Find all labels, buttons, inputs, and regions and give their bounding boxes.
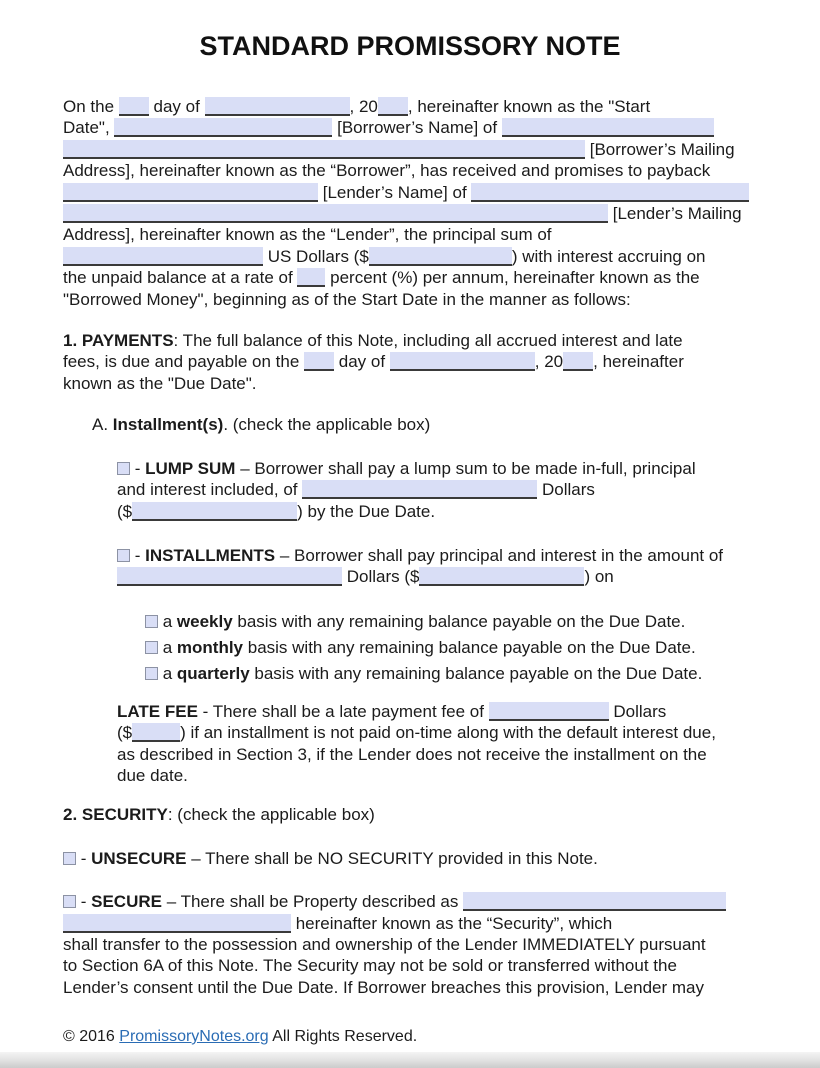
footer — [63, 1028, 417, 1046]
text-run: : The full balance of this Note, including all accrued interest and late — [173, 331, 683, 351]
frequency-options — [63, 609, 763, 687]
text-run: [Lender’s Name] of — [318, 182, 472, 202]
doc-line — [92, 414, 763, 435]
page-title: STANDARD PROMISSORY NOTE — [199, 31, 621, 61]
doc-line — [63, 351, 763, 372]
late-fee-number-field[interactable] — [132, 723, 180, 742]
text-run: [Borrower’s Name] of — [332, 118, 502, 138]
rights-reserved-text: All Rights Reserved. — [268, 1028, 418, 1045]
start-month-field[interactable] — [205, 97, 350, 116]
text-run: Dollars ($ — [342, 567, 420, 587]
interest-rate-field[interactable] — [297, 268, 325, 287]
text-run: Address], hereinafter known as the “Lender”, the principal sum of — [63, 225, 552, 245]
secure-checkbox[interactable] — [63, 895, 76, 908]
doc-line — [63, 891, 763, 912]
doc-line — [117, 765, 763, 786]
text-run-bold: 1. PAYMENTS — [63, 331, 174, 351]
text-run: : (check the applicable box) — [167, 805, 375, 825]
doc-line — [117, 701, 763, 722]
doc-line — [63, 139, 763, 160]
doc-line — [117, 722, 763, 743]
doc-line — [63, 267, 763, 288]
borrower-address-field-2[interactable] — [63, 140, 585, 159]
start-day-field[interactable] — [119, 97, 149, 116]
doc-line — [63, 96, 763, 117]
doc-line — [63, 804, 763, 825]
text-run: a — [158, 611, 177, 631]
text-run: A. — [92, 415, 113, 435]
installments-option — [63, 545, 763, 588]
text-run: - — [76, 892, 92, 912]
text-run-bold: quarterly — [176, 663, 250, 683]
text-run: basis with any remaining balance payable on the Due Date. — [232, 611, 686, 631]
text-run: Date", — [63, 118, 115, 138]
doc-line — [63, 977, 763, 998]
unsecure-option — [63, 848, 763, 869]
doc-line — [63, 246, 763, 267]
text-run: a — [158, 637, 177, 657]
text-run-bold: Installment(s) — [112, 415, 224, 435]
text-run: percent (%) per annum, hereinafter known as the — [325, 268, 700, 288]
text-run: shall transfer to the possession and ownership of the Lender IMMEDIATELY pursuant — [63, 934, 706, 954]
principal-amount-number-field[interactable] — [369, 247, 512, 266]
text-run-bold: SECURE — [91, 892, 162, 912]
doc-line — [145, 661, 763, 687]
text-run: basis with any remaining balance payable on the Due Date. — [243, 637, 696, 657]
lump-sum-number-field[interactable] — [132, 502, 297, 521]
text-run: . (check the applicable box) — [223, 415, 431, 435]
text-run: [Lender’s Mailing — [608, 204, 742, 224]
lender-address-field-2[interactable] — [63, 204, 608, 223]
text-run-bold: LUMP SUM — [145, 458, 236, 478]
text-run: On the — [63, 97, 119, 116]
text-run: – Borrower shall pay a lump sum to be made in-full, principal — [235, 458, 696, 478]
doc-line — [117, 479, 763, 500]
page-bottom-edge — [0, 1052, 820, 1068]
text-run: , hereinafter known as the "Start — [407, 97, 651, 116]
text-run: basis with any remaining balance payable on the Due Date. — [249, 663, 703, 683]
text-run: - — [130, 458, 146, 478]
doc-line — [63, 373, 763, 394]
promissorynotes-link[interactable]: PromissoryNotes.org — [119, 1028, 269, 1045]
text-run: ($ — [117, 723, 133, 743]
text-run: to Section 6A of this Note. The Security may not be sold or transferred without the — [63, 956, 677, 976]
text-run-bold: INSTALLMENTS — [145, 545, 276, 565]
text-run: due date. — [117, 765, 188, 785]
secure-option — [63, 891, 763, 998]
text-run-bold: LATE FEE — [117, 701, 198, 721]
security-description-field-2[interactable] — [63, 914, 291, 933]
due-year-field[interactable] — [563, 352, 593, 371]
installment-words-field[interactable] — [117, 567, 342, 586]
text-run: – Borrower shall pay principal and interest in the amount of — [275, 545, 724, 565]
text-run: Lender’s consent until the Due Date. If Borrower breaches this provision, Lender may — [63, 977, 704, 997]
text-run: Dollars — [537, 480, 595, 500]
text-run: as described in Section 3, if the Lender does not receive the installment on the — [117, 744, 707, 764]
text-run: a — [158, 663, 177, 683]
text-run: - There shall be a late payment fee of — [197, 701, 489, 721]
principal-amount-words-field[interactable] — [63, 247, 263, 266]
installments-heading — [63, 414, 763, 435]
doc-line — [63, 117, 763, 138]
doc-line — [63, 848, 763, 869]
late-fee-words-field[interactable] — [489, 702, 609, 721]
intro-paragraph — [63, 96, 763, 310]
doc-line — [63, 289, 763, 310]
text-run: - — [76, 848, 92, 868]
text-run: day of — [148, 97, 205, 116]
text-run: , 20 — [534, 352, 564, 372]
text-run-bold: UNSECURE — [91, 848, 187, 868]
weekly-checkbox[interactable] — [145, 615, 158, 628]
text-run: US Dollars ($ — [263, 246, 369, 266]
text-run: known as the "Due Date". — [63, 373, 257, 393]
document-body — [63, 96, 763, 998]
text-run: hereinafter known as the “Security”, which — [291, 913, 613, 933]
text-run-bold: 2. SECURITY — [63, 805, 168, 825]
borrower-address-field-1[interactable] — [502, 118, 714, 137]
text-run: ($ — [117, 501, 133, 521]
lump-sum-checkbox[interactable] — [117, 462, 130, 475]
doc-line — [145, 609, 763, 635]
doc-line — [145, 635, 763, 661]
unsecure-checkbox[interactable] — [63, 852, 76, 865]
text-run: Dollars — [608, 701, 667, 721]
doc-line — [117, 744, 763, 765]
text-run: – There shall be Property described as — [161, 892, 464, 912]
copyright-text: © 2016 — [63, 1028, 120, 1045]
text-run: ) on — [584, 567, 614, 587]
start-year-field[interactable] — [378, 97, 408, 116]
text-run: day of — [334, 352, 390, 372]
text-run: [Borrower’s Mailing — [585, 139, 735, 159]
payments-section — [63, 330, 763, 394]
installments-checkbox[interactable] — [117, 549, 130, 562]
text-run: Address], hereinafter known as the “Borrower”, has received and promises to payback — [63, 161, 711, 181]
security-description-field-1[interactable] — [463, 892, 726, 911]
lump-sum-words-field[interactable] — [302, 480, 537, 499]
late-fee-paragraph — [63, 701, 763, 787]
borrower-name-field[interactable] — [114, 118, 332, 137]
lender-name-field[interactable] — [63, 183, 318, 202]
text-run: fees, is due and payable on the — [63, 352, 305, 372]
doc-line — [117, 566, 763, 587]
text-run: and interest included, of — [117, 480, 303, 500]
text-run: "Borrowed Money", beginning as of the Start Date in the manner as follows: — [63, 289, 631, 309]
monthly-checkbox[interactable] — [145, 641, 158, 654]
lump-sum-option — [63, 458, 763, 522]
doc-line — [117, 458, 763, 479]
text-run: ) with interest accruing on — [511, 246, 706, 266]
text-run: the unpaid balance at a rate of — [63, 268, 298, 288]
doc-line — [63, 913, 763, 934]
security-section — [63, 804, 763, 825]
text-run: - — [130, 545, 146, 565]
lender-address-field-1[interactable] — [471, 183, 749, 202]
text-run: ) if an installment is not paid on-time along with the default interest due, — [180, 723, 716, 743]
text-run: , 20 — [349, 97, 378, 116]
doc-line — [63, 203, 763, 224]
doc-line — [117, 545, 763, 566]
due-day-field[interactable] — [304, 352, 334, 371]
due-month-field[interactable] — [390, 352, 535, 371]
doc-line — [63, 330, 763, 351]
doc-line — [63, 955, 763, 976]
text-run-bold: weekly — [176, 611, 233, 631]
doc-line — [117, 501, 763, 522]
doc-line — [63, 182, 763, 203]
text-run: – There shall be NO SECURITY provided in this Note. — [186, 848, 598, 868]
quarterly-checkbox[interactable] — [145, 667, 158, 680]
doc-line — [63, 160, 763, 181]
installment-number-field[interactable] — [419, 567, 584, 586]
doc-line — [63, 224, 763, 245]
text-run-bold: monthly — [176, 637, 244, 657]
doc-line — [63, 934, 763, 955]
text-run: , hereinafter — [593, 352, 684, 372]
text-run: ) by the Due Date. — [297, 501, 436, 521]
